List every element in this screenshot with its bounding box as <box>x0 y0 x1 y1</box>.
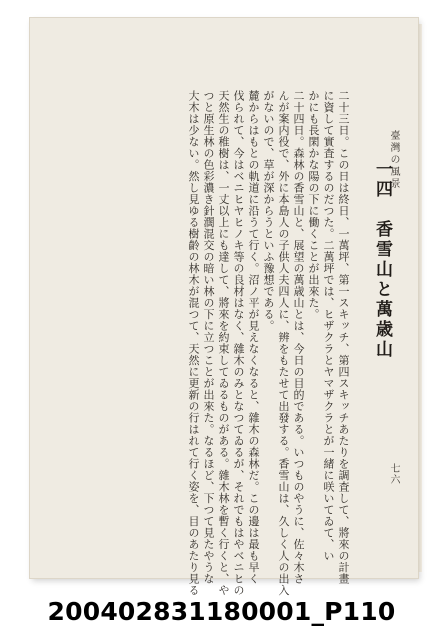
section-title: 一四 香雪山と萬歳山 <box>372 160 392 360</box>
page-number: 七六 <box>388 463 399 485</box>
text-line: んが案内役で、外に本島人の子供人夫四人に、辨をもたせて出發する。香雪山は、久しく人の出入 <box>277 90 290 596</box>
page-edge <box>418 24 422 572</box>
text-line: 天然生の稚樹は、一丈以上にも達して、將來を約束してゐるものがある。雜木林を暫く行くと、や <box>217 90 230 596</box>
text-line: 大木は少ない。然し見ゆる樹齡の林木が混つて、天然に更新の行はれて行く姿を、目のあたり見る <box>187 90 200 596</box>
running-head: 臺灣の風景 <box>388 130 399 190</box>
text-line: に資して實査するのだつた。二萬坪では、ヒザクラとヤマザクラとが一緒に咲いてゐて、い <box>322 90 335 562</box>
text-line: つと原生林の色彩濃き針濶混交の暗い林の下に立つことが出來た。なるほど、下つて見たやうな <box>202 90 215 585</box>
text-line: 二十四日。森林の香雪山と、展望の萬歳山とは、今日の目的である。いつものやうに、佐々木さ <box>292 90 305 585</box>
body-text <box>108 90 400 596</box>
text-line: 伐られて、今はベニヒヤヒノキ等の良材はなく、雜木のみとなつてゐるが、それでもはやベニヒの <box>232 90 245 596</box>
document-page <box>30 18 418 596</box>
text-line: 麓からはもとの軌道に沿うて行く。沼ノ平が見えなくなると、雜木の森林だ。この邊は最も早く <box>247 90 260 585</box>
text-line: がないので、草が深からうといふ豫想である。 <box>262 90 275 332</box>
catalog-id-label: 200402831180001_P110 <box>47 597 396 626</box>
text-line: かにも長閑かな陽の下に働くことが出來た。 <box>307 90 320 320</box>
text-line: 二十三日。この日は終日、一萬坪、第一スキッチ、第四スキッチあたりを調査して、將來の計畫 <box>337 90 350 585</box>
